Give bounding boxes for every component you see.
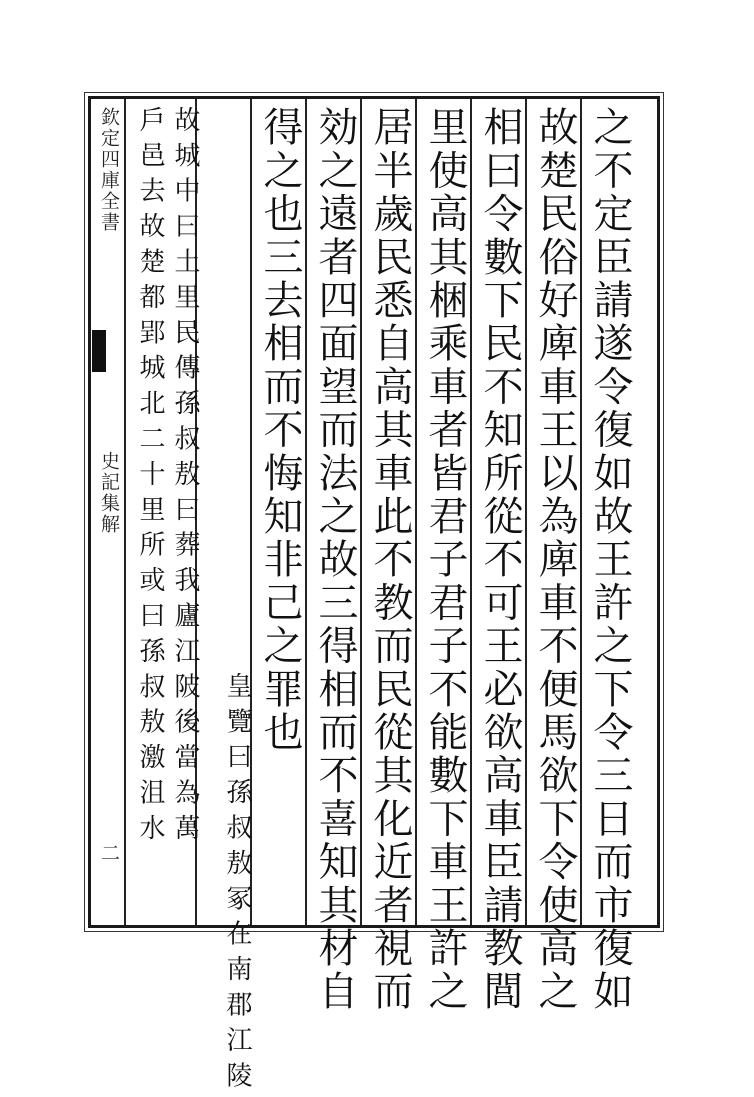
text-column-7: 得之也三去相而不悔知非己之罪也	[257, 106, 303, 754]
column-rule	[360, 99, 362, 925]
text-column-5: 居半歲民悉自高其車此不教而民從其化近者視而	[367, 106, 413, 1014]
annotation-column-2: 故城中曰土里民傳孫叔敖曰葬我廬江陂後當為萬	[170, 106, 200, 850]
column-rule	[305, 99, 307, 925]
text-column-4: 里使高其梱乘車者皆君子君子不能數下車王許之	[422, 106, 468, 1014]
text-column-6: 効之遠者四面望而法之故三得相而不喜知其材自	[312, 106, 358, 1014]
book-title: 史記集解	[98, 451, 120, 535]
column-rule	[415, 99, 417, 925]
text-column-3: 相曰令數下民不知所從不可王必欲高車臣請教閭	[477, 106, 523, 1014]
column-rule	[580, 99, 582, 925]
text-column-2: 故楚民俗好庳車王以為庳車不便馬欲下令使高之	[532, 106, 578, 1014]
header-text: 欽定四庫全書	[98, 107, 120, 233]
column-rule	[470, 99, 472, 925]
margin-strip	[88, 99, 126, 925]
annotation-column-1: 皇覽曰孫叔敖冢在南郡江陵	[222, 672, 252, 1097]
column-rule	[525, 99, 527, 925]
page-number: 二	[98, 843, 120, 864]
annotation-column-3: 戶邑去故楚都郢城北二十里所或曰孫叔敖激沮水	[135, 106, 165, 850]
text-column-1: 之不定臣請遂令復如故王許之下令三日而市復如	[587, 106, 633, 1014]
fishtail-mark	[92, 330, 106, 372]
